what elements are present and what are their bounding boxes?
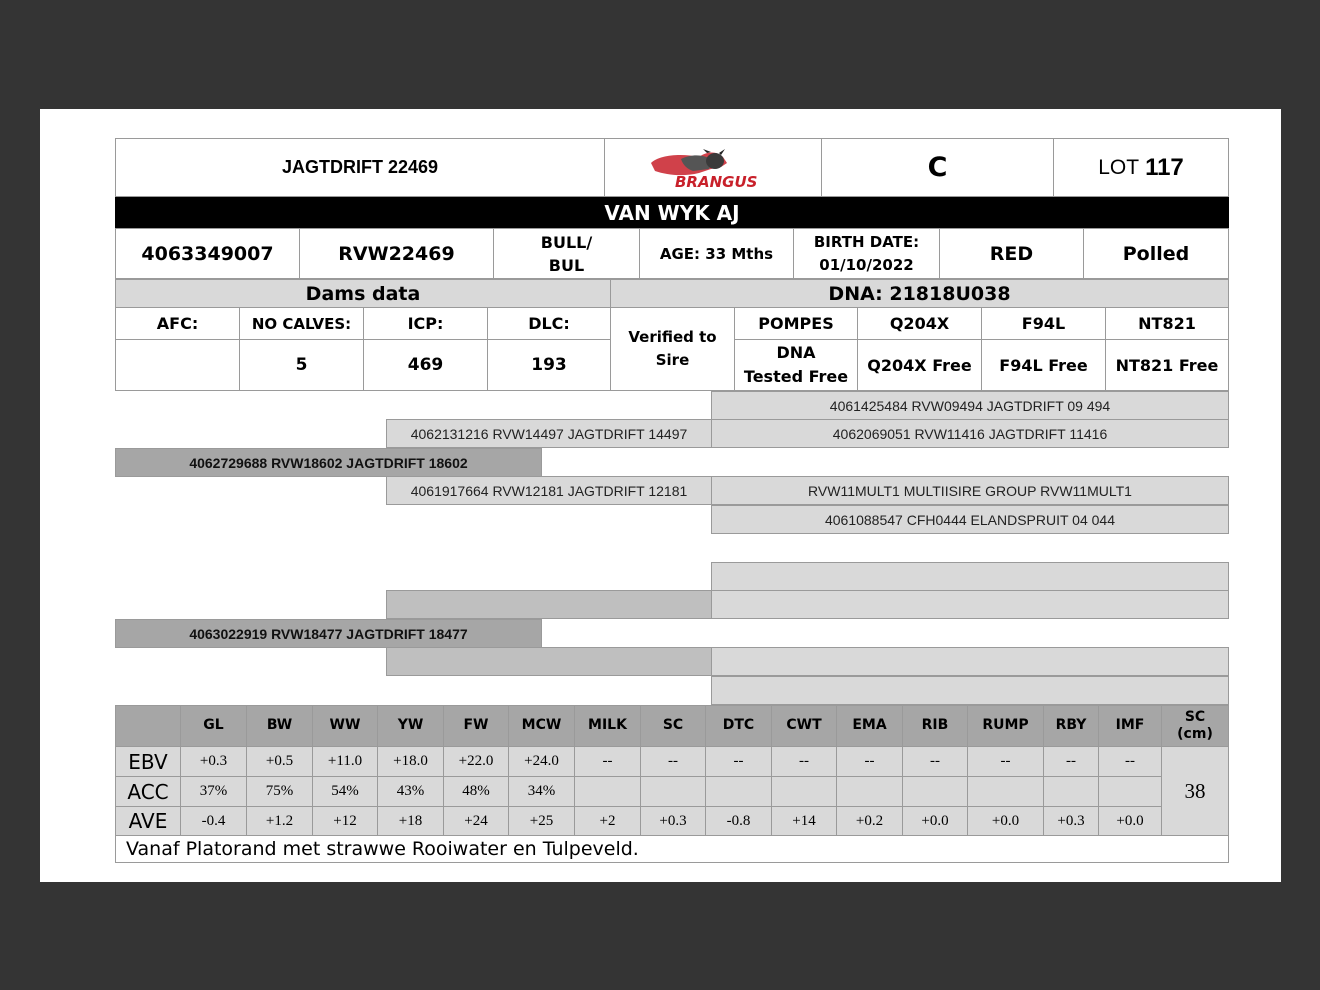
ave-value: +0.2 (855, 812, 884, 829)
dlc-label-cell (487, 307, 611, 340)
acc-cell (312, 776, 378, 807)
registration-no: 4063349007 (141, 242, 274, 265)
ebv-header-ww (312, 705, 378, 747)
nt821-label-cell (1105, 307, 1229, 340)
pompes-label-cell (734, 307, 858, 340)
ave-value: +2 (599, 812, 616, 829)
horn-status-cell (1083, 228, 1229, 279)
age: AGE: 33 Mths (659, 244, 774, 263)
pedigree-sss (711, 391, 1229, 420)
dlc-label: DLC: (528, 314, 570, 333)
ebv-header-rib (902, 705, 968, 747)
dlc-value: 193 (531, 355, 567, 375)
animal-name-cell (115, 138, 605, 197)
animal-name: JAGTDRIFT 22469 (281, 157, 439, 177)
ave-value: +0.3 (1057, 812, 1085, 829)
ebv-header-ww-text: WW (329, 717, 361, 734)
icp-value: 469 (407, 355, 444, 375)
ebv-value: -- (1000, 753, 1011, 769)
ebv-cell (1098, 746, 1162, 777)
ebv-cell (508, 746, 575, 777)
pedigree-sds-text: RVW11MULT1 MULTIISIRE GROUP RVW11MULT1 (808, 482, 1132, 499)
acc-value: 54% (331, 783, 359, 799)
no-calves-value: 5 (295, 355, 308, 375)
ebv-corner-cell (115, 705, 181, 747)
sex-line2: BUL (548, 255, 585, 275)
ebv-header-sc-cm-line1: SC (1184, 708, 1206, 725)
ave-value: +0.0 (991, 812, 1020, 829)
acc-cell (180, 776, 247, 807)
ebv-value: -- (668, 753, 678, 769)
ebv-value: +0.3 (199, 753, 228, 769)
ebv-value: -- (930, 753, 940, 769)
ave-value: +14 (792, 812, 816, 829)
nt821-result: NT821 Free (1115, 355, 1219, 375)
pedigree-dam-dam-empty (386, 647, 712, 676)
pedigree-sire-dam (386, 476, 712, 505)
pedigree-ddd-empty (711, 676, 1229, 705)
ebv-cell (771, 746, 837, 777)
acc-cell (508, 776, 575, 807)
ebv-header-rump (967, 705, 1044, 747)
pedigree-ssd (711, 419, 1229, 448)
ebv-cell (180, 746, 247, 777)
pedigree-dsd-empty (711, 590, 1229, 619)
ebv-cell (836, 746, 903, 777)
pompes-label: POMPES (758, 314, 834, 333)
sc-cm-value-cell (1161, 746, 1229, 836)
pedigree-sdd-text: 4061088547 CFH0444 ELANDSPRUIT 04 044 (824, 511, 1116, 528)
pedigree-sdd (711, 505, 1229, 534)
ave-cell (1043, 806, 1099, 836)
ebv-header-fw-text: FW (463, 717, 489, 734)
ebv-header-ema-text: EMA (852, 717, 887, 734)
acc-cell (640, 776, 706, 807)
ebv-header-gl (180, 705, 247, 747)
ebv-header-rump-text: RUMP (982, 717, 1029, 734)
afc-label: AFC: (156, 314, 199, 333)
acc-value: 43% (396, 783, 425, 799)
ave-row-label-text: AVE (128, 809, 168, 833)
f94l-label-cell (981, 307, 1106, 340)
ebv-header-rby (1043, 705, 1099, 747)
ebv-row-label-text: EBV (128, 749, 168, 774)
ebv-header-gl-text: GL (203, 717, 224, 734)
ave-value: -0.8 (726, 812, 751, 829)
ebv-header-yw-text: YW (397, 717, 424, 734)
grade-value: C (927, 152, 948, 183)
ebv-header-sc-cm (1161, 705, 1229, 747)
ebv-value: -- (1066, 753, 1076, 769)
brand-logo-cell (604, 138, 822, 197)
acc-cell (246, 776, 313, 807)
acc-row-label-text: ACC (127, 779, 169, 804)
ebv-cell (1043, 746, 1099, 777)
ave-value: -0.4 (201, 812, 226, 829)
ebv-header-milk (574, 705, 641, 747)
ave-cell (508, 806, 575, 836)
ebv-header-mcw-text: MCW (521, 717, 562, 734)
pedigree-dam-text: 4063022919 RVW18477 JAGTDRIFT 18477 (189, 625, 468, 642)
ebv-header-sc-text: SC (662, 717, 684, 734)
ebv-value: +18.0 (393, 753, 428, 769)
sex-line1: BULL/ (540, 232, 593, 252)
ebv-value: -- (799, 753, 809, 769)
ave-value: +1.2 (265, 812, 294, 829)
ebv-header-rib-text: RIB (921, 717, 949, 734)
comment-row (115, 835, 1229, 863)
ebv-cell (312, 746, 378, 777)
acc-cell (443, 776, 509, 807)
pedigree-sss-text: 4061425484 RVW09494 JAGTDRIFT 09 494 (829, 397, 1111, 414)
ave-cell (836, 806, 903, 836)
ebv-header-bw-text: BW (266, 717, 293, 734)
pedigree-sire-dam-text: 4061917664 RVW12181 JAGTDRIFT 12181 (410, 482, 688, 499)
ebv-cell (705, 746, 772, 777)
ave-cell (902, 806, 968, 836)
pompes-result-line2: Tested Free (743, 367, 849, 386)
acc-cell (705, 776, 772, 807)
acc-cell (1043, 776, 1099, 807)
q204x-label-cell (857, 307, 982, 340)
dna-title-cell (610, 279, 1229, 308)
ebv-header-bw (246, 705, 313, 747)
ebv-cell (377, 746, 444, 777)
acc-row-label (115, 776, 181, 807)
ebv-header-fw (443, 705, 509, 747)
lot-card (40, 109, 1281, 882)
lot-cell (1053, 138, 1229, 197)
q204x-label: Q204X (889, 314, 950, 333)
dlc-value-cell (487, 339, 611, 391)
pedigree-dss-empty (711, 562, 1229, 591)
birth-date-cell (793, 228, 940, 279)
ave-cell (443, 806, 509, 836)
colour-cell (939, 228, 1084, 279)
ebv-value: -- (864, 753, 875, 769)
f94l-label: F94L (1021, 314, 1066, 333)
ebv-header-ema (836, 705, 903, 747)
ebv-value: +22.0 (458, 753, 494, 769)
ave-cell (312, 806, 378, 836)
ebv-header-rby-text: RBY (1055, 717, 1087, 734)
ave-value: +18 (398, 812, 423, 829)
nt821-label: NT821 (1138, 314, 1196, 333)
pedigree-dam-sire-empty (386, 590, 712, 619)
acc-cell (967, 776, 1044, 807)
ebv-cell (902, 746, 968, 777)
ebv-value: -- (733, 753, 744, 769)
ebv-header-mcw (508, 705, 575, 747)
ebv-header-sc (640, 705, 706, 747)
age-cell (639, 228, 794, 279)
ave-value: +0.0 (1116, 812, 1144, 829)
ave-cell (1098, 806, 1162, 836)
ave-cell (574, 806, 641, 836)
sex-cell (493, 228, 640, 279)
ave-value: +0.0 (921, 812, 949, 829)
no-calves-label: NO CALVES: (251, 314, 352, 333)
acc-cell (574, 776, 641, 807)
id-code: RVW22469 (338, 242, 455, 265)
ebv-value: +24.0 (524, 753, 559, 769)
dams-title: Dams data (305, 282, 421, 305)
horn-status: Polled (1122, 242, 1190, 265)
icp-label: ICP: (407, 314, 444, 333)
verified-cell (610, 307, 735, 391)
ebv-header-sc-cm-line2: (cm) (1177, 726, 1213, 742)
ebv-header-dtc-text: DTC (722, 717, 755, 734)
acc-value: 75% (265, 783, 294, 799)
ebv-header-yw (377, 705, 444, 747)
ebv-row-label (115, 746, 181, 777)
grade-cell (821, 138, 1054, 197)
birth-date-label: BIRTH DATE: (813, 232, 920, 251)
ave-value: +12 (333, 812, 357, 829)
acc-cell (377, 776, 444, 807)
ebv-header-milk-text: MILK (588, 717, 627, 734)
id-code-cell (299, 228, 494, 279)
verified-line2: Sire (655, 351, 690, 369)
registration-cell (115, 228, 300, 279)
ave-row-label (115, 806, 181, 836)
pedigree-sire-text: 4062729688 RVW18602 JAGTDRIFT 18602 (189, 454, 468, 471)
comment-text: Vanaf Platorand met strawwe Rooiwater en Tulpeveld. (126, 838, 639, 860)
acc-cell (771, 776, 837, 807)
verified-line1: Verified to (628, 328, 717, 346)
pedigree-dds-empty (711, 647, 1229, 676)
ebv-cell (640, 746, 706, 777)
pedigree-sds (711, 476, 1229, 505)
q204x-result: Q204X Free (867, 355, 972, 375)
ebv-cell (967, 746, 1044, 777)
ebv-value: -- (602, 753, 613, 769)
pedigree-ssd-text: 4062069051 RVW11416 JAGTDRIFT 11416 (832, 425, 1108, 442)
pedigree-dam (115, 619, 542, 648)
icp-value-cell (363, 339, 488, 391)
ebv-cell (574, 746, 641, 777)
dams-title-cell (115, 279, 611, 308)
ebv-header-cwt (771, 705, 837, 747)
no-calves-value-cell (239, 339, 364, 391)
ebv-cell (443, 746, 509, 777)
acc-cell (836, 776, 903, 807)
acc-cell (902, 776, 968, 807)
breeder-name: VAN WYK AJ (604, 200, 740, 225)
pedigree-sire-sire-text: 4062131216 RVW14497 JAGTDRIFT 14497 (410, 425, 688, 442)
lot-number: 117 (1145, 153, 1184, 181)
pompes-result-cell (734, 339, 858, 391)
acc-value: 37% (199, 783, 228, 799)
brand-logo-text: BRANGUS (674, 172, 757, 191)
ave-cell (640, 806, 706, 836)
acc-value: 48% (462, 783, 490, 799)
acc-value: 34% (527, 783, 556, 799)
ebv-cell (246, 746, 313, 777)
birth-date: 01/10/2022 (819, 255, 914, 274)
brangus-bull-logo-icon (641, 145, 786, 191)
no-calves-label-cell (239, 307, 364, 340)
afc-value-cell (115, 339, 240, 391)
ave-cell (246, 806, 313, 836)
ave-cell (705, 806, 772, 836)
f94l-result-cell (981, 339, 1106, 391)
afc-label-cell (115, 307, 240, 340)
ave-value: +25 (529, 812, 554, 829)
pompes-result-line1: DNA (776, 343, 816, 362)
icp-label-cell (363, 307, 488, 340)
pedigree-sire (115, 448, 542, 477)
lot-label: LOT (1098, 155, 1140, 179)
ave-value: +0.3 (659, 812, 687, 829)
dna-title: DNA: 21818U038 (828, 282, 1011, 305)
colour: RED (989, 242, 1034, 265)
ebv-value: +0.5 (265, 753, 294, 769)
ave-cell (967, 806, 1044, 836)
breeder-bar (115, 197, 1229, 228)
f94l-result: F94L Free (999, 355, 1088, 375)
ave-cell (180, 806, 247, 836)
q204x-result-cell (857, 339, 982, 391)
acc-cell (1098, 776, 1162, 807)
ebv-value: -- (1125, 753, 1135, 769)
nt821-result-cell (1105, 339, 1229, 391)
ave-cell (771, 806, 837, 836)
ebv-header-imf-text: IMF (1115, 717, 1145, 734)
ebv-header-imf (1098, 705, 1162, 747)
sc-cm-value: 38 (1184, 778, 1206, 803)
pedigree-sire-sire (386, 419, 712, 448)
ave-value: +24 (464, 812, 488, 829)
ebv-value: +11.0 (327, 753, 363, 769)
ave-cell (377, 806, 444, 836)
ebv-header-dtc (705, 705, 772, 747)
ebv-header-cwt-text: CWT (786, 717, 822, 734)
